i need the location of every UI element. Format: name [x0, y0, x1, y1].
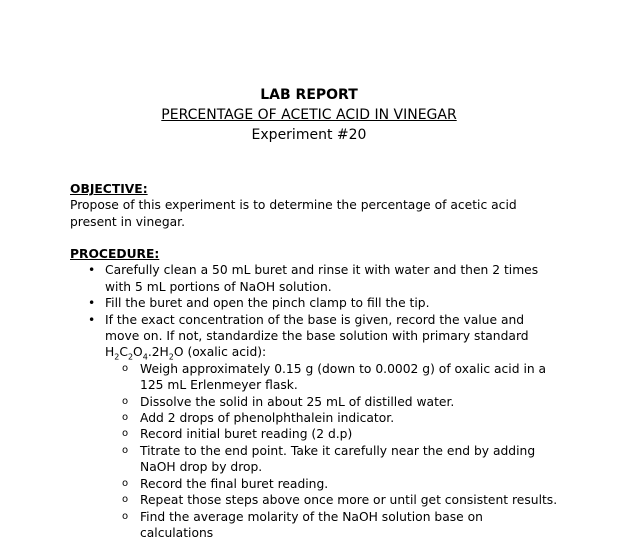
sub-list-item — [105, 492, 560, 508]
list-item — [70, 312, 560, 541]
list-item-text: Fill the buret and open the pinch clamp to fill the tip. — [105, 296, 430, 310]
circle-bullet-icon: o — [122, 361, 128, 377]
report-subtitle: PERCENTAGE OF ACETIC ACID IN VINEGAR — [0, 105, 618, 125]
sub-list-item — [105, 509, 560, 541]
sub-list-item-text: Titrate to the end point. Take it carefully near the end by adding NaOH drop by drop. — [140, 444, 535, 474]
sub-list-item-text: Record initial buret reading (2 d.p) — [140, 427, 352, 441]
bullet-icon: • — [88, 295, 95, 311]
sub-list-item — [105, 476, 560, 492]
sub-list-item-text: Find the average molarity of the NaOH solution base on calculations — [140, 510, 483, 540]
sub-list-item-text: Weigh approximately 0.15 g (down to 0.0002 g) of oxalic acid in a 125 mL Erlenmeyer flask. — [140, 362, 546, 392]
objective-heading: OBJECTIVE: — [70, 181, 560, 197]
sub-list-item — [105, 426, 560, 442]
sub-list-item — [105, 394, 560, 410]
list-item — [70, 295, 560, 311]
list-item-text: Carefully clean a 50 mL buret and rinse it with water and then 2 times with 5 mL portions of NaOH solution. — [105, 263, 538, 293]
sub-list-item — [105, 361, 560, 394]
bullet-icon: • — [88, 312, 95, 328]
sub-list-item-text: Dissolve the solid in about 25 mL of distilled water. — [140, 395, 454, 409]
experiment-number: Experiment #20 — [0, 125, 618, 145]
objective-section — [70, 181, 560, 230]
bullet-icon: • — [88, 262, 95, 278]
procedure-heading: PROCEDURE: — [70, 246, 560, 262]
sub-list-item-text: Record the final buret reading. — [140, 477, 328, 491]
sub-list-item — [105, 410, 560, 426]
sub-list-item-text: Add 2 drops of phenolphthalein indicator. — [140, 411, 394, 425]
sub-procedure-list — [105, 361, 560, 541]
circle-bullet-icon: o — [122, 426, 128, 442]
title-block — [0, 85, 618, 145]
circle-bullet-icon: o — [122, 394, 128, 410]
objective-text: Propose of this experiment is to determine the percentage of acetic acid present in vinegar. — [70, 197, 560, 230]
list-item — [70, 262, 560, 295]
circle-bullet-icon: o — [122, 492, 128, 508]
procedure-section — [70, 246, 560, 541]
sub-list-item — [105, 443, 560, 476]
sub-list-item-text: Repeat those steps above once more or until get consistent results. — [140, 493, 557, 507]
circle-bullet-icon: o — [122, 509, 128, 525]
circle-bullet-icon: o — [122, 443, 128, 459]
procedure-list — [70, 262, 560, 541]
circle-bullet-icon: o — [122, 476, 128, 492]
circle-bullet-icon: o — [122, 410, 128, 426]
report-title: LAB REPORT — [0, 85, 618, 105]
chemical-formula: $H_2C_2O_4.2H_2O$ (oxalic acid): — [105, 344, 560, 360]
list-item-text: If the exact concentration of the base is given, record the value and move on. If not, standardize the base solution with primary standard — [105, 313, 529, 343]
